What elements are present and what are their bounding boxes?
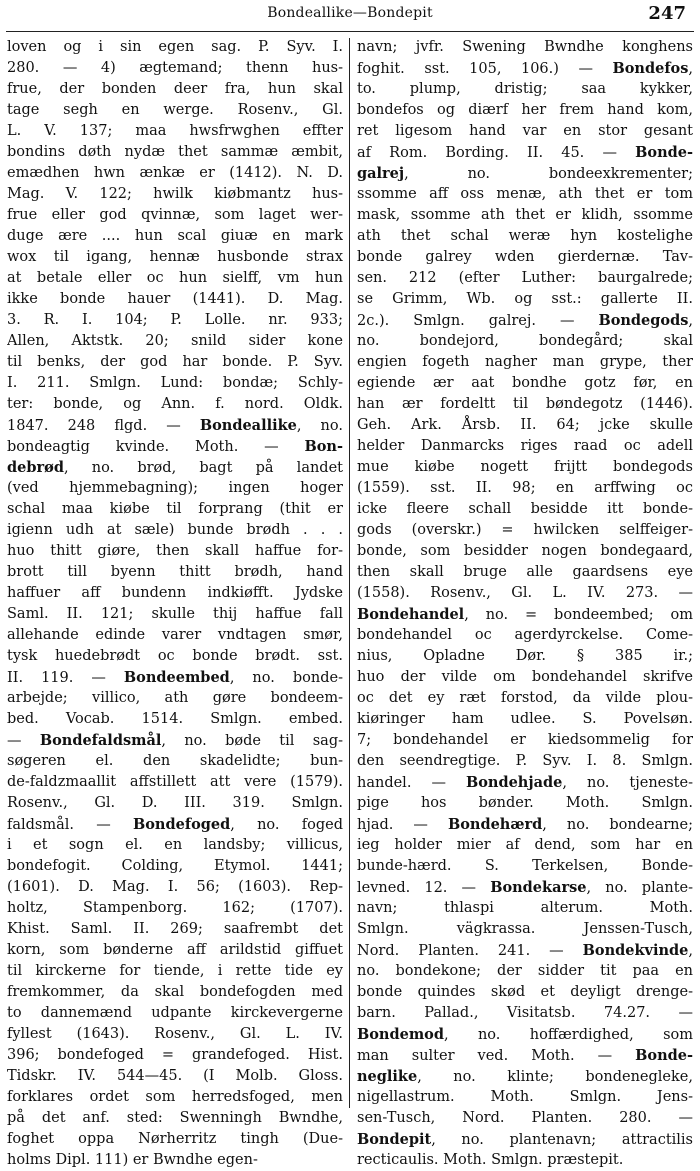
text-line: bondehandel oc agerdyrckelse. Come- <box>357 627 693 643</box>
text-line: brott till byenn thitt brødh, hand <box>7 564 343 580</box>
text-line: arbejde; villico, ath gøre bondeem- <box>7 690 343 706</box>
text-line: sen-Tusch, Nord. Planten. 280. — <box>357 1110 693 1126</box>
text-line: barn. Pallad., Visitatsb. 74.27. — <box>357 1005 693 1021</box>
text-line: bondins døth nydæ thet sammæ æmbit, <box>7 144 343 160</box>
text-line: duge ære .... hun scal giuæ en mark <box>7 228 343 244</box>
text-line: no. bondejord, bondegård; skal <box>357 333 693 349</box>
column-divider <box>349 38 350 1108</box>
text-line: nigellastrum. Moth. Smlgn. Jens- <box>357 1089 693 1105</box>
text-line: bunde-hærd. S. Terkelsen, Bonde- <box>357 858 693 874</box>
text-line: loven og i sin egen sag. P. Syv. I. <box>7 39 343 55</box>
text-line: af Rom. Bording. II. 45. — Bonde- <box>357 144 693 161</box>
text-line: ret ligesom hand var en stor gesant <box>357 123 693 139</box>
text-line: Mag. V. 122; hwilk kiøbmantz hus- <box>7 186 343 202</box>
text-line: 1847. 248 flgd. — Bondeallike, no. <box>7 417 343 434</box>
text-line: at betale eller oc hun sielff, vm hun <box>7 270 343 286</box>
text-line: helder Danmarcks riges raad oc adell <box>357 438 693 454</box>
text-line: Tidskr. IV. 544—45. (I Molb. Gloss. <box>7 1068 343 1084</box>
text-line: ieg holder mier af dend, som har en <box>357 837 693 853</box>
text-line: pige hos bønder. Moth. Smlgn. <box>357 795 693 811</box>
text-line: II. 119. — Bondeembed, no. bonde- <box>7 669 343 686</box>
text-line: Khist. Saml. II. 269; saafrembt det <box>7 921 343 937</box>
text-line: navn; thlaspi alterum. Moth. <box>357 900 693 916</box>
text-line: icke fleere schall besidde itt bonde- <box>357 501 693 517</box>
text-line: recticaulis. Moth. Smlgn. præstepit. <box>357 1152 624 1168</box>
running-title: Bondeallike—Bondepit <box>267 5 433 21</box>
text-line: (1558). Rosenv., Gl. L. IV. 273. — <box>357 585 693 601</box>
text-line: holms Dipl. 111) er Bwndhe egen- <box>7 1152 258 1168</box>
text-line: mue kiøbe nogett frijtt bondegods <box>357 459 693 475</box>
text-line: emædhen hwn ænkæ er (1412). N. D. <box>7 165 343 181</box>
text-line: levned. 12. — Bondekarse, no. plante- <box>357 879 693 896</box>
text-line: igienn udh at sæle) bunde brødh . . . <box>7 522 343 538</box>
header-rule <box>6 31 694 32</box>
text-line: Allen, Aktstk. 20; snild sider kone <box>7 333 343 349</box>
text-line: 2c.). Smlgn. galrej. — Bondegods, <box>357 312 693 329</box>
text-line: huo thitt giøre, then skall haffue for- <box>7 543 343 559</box>
text-line: korn, som bønderne aff arildstid giffuet <box>7 942 343 958</box>
text-line: allehande edinde varer vndtagen smør, <box>7 627 343 643</box>
text-line: til benks, der god har bonde. P. Syv. <box>7 354 343 370</box>
text-line: nius, Opladne Dør. § 385 ir.; <box>357 648 693 664</box>
text-line: mask, ssomme ath thet er klidh, ssomme <box>357 207 693 223</box>
text-line: to. plump, dristig; saa kykker, <box>357 81 693 97</box>
text-line: bed. Vocab. 1514. Smlgn. embed. <box>7 711 343 727</box>
text-line: Smlgn. vägkrassa. Jenssen-Tusch, <box>357 921 693 937</box>
text-line: egiende ær aat bondhe gotz før, en <box>357 375 693 391</box>
text-line: foghit. sst. 105, 106.) — Bondefos, <box>357 60 693 77</box>
text-line: tysk huedebrødt oc bonde brødt. sst. <box>7 648 343 664</box>
text-line: bondefos og diærf her frem hand kom, <box>357 102 693 118</box>
text-line: Geh. Ark. Årsb. II. 64; jcke skulle <box>357 417 693 433</box>
text-line: huo der vilde om bondehandel skrifve <box>357 669 693 685</box>
text-line: man sulter ved. Moth. — Bonde- <box>357 1047 693 1064</box>
text-line: then skall bruge alle gaardsens eye <box>357 564 693 580</box>
page-header <box>0 0 700 30</box>
text-line: bonde galrey wden gierdernæ. Tav- <box>357 249 693 265</box>
text-line: (1601). D. Mag. I. 56; (1603). Rep- <box>7 879 343 895</box>
text-line: (1559). sst. II. 98; en arffwing oc <box>357 480 693 496</box>
text-line: 3. R. I. 104; P. Lolle. nr. 933; <box>7 312 343 328</box>
text-line: (ved hjemmebagning); ingen hoger <box>7 480 343 496</box>
text-line: galrej, no. bondeexkrementer; <box>357 165 693 182</box>
text-line: ikke bonde hauer (1441). D. Mag. <box>7 291 343 307</box>
text-line: to dannemænd udpante kirckevergerne <box>7 1005 343 1021</box>
text-line: 7; bondehandel er kiedsommelig for <box>357 732 693 748</box>
text-line: no. bondekone; der sidder tit paa en <box>357 963 693 979</box>
text-line: — Bondefaldsmål, no. bøde til sag- <box>7 732 343 749</box>
page-number: 247 <box>648 3 686 24</box>
text-line: frue eller god qvinnæ, som laget wer- <box>7 207 343 223</box>
text-line: handel. — Bondehjade, no. tjeneste- <box>357 774 693 791</box>
text-line: kiøringer ham udlee. S. Povelsøn. <box>357 711 693 727</box>
text-line: Rosenv., Gl. D. III. 319. Smlgn. <box>7 795 343 811</box>
text-line: ssomme aff oss menæ, ath thet er tom <box>357 186 693 202</box>
text-line: i et sogn el. en landsby; villicus, <box>7 837 343 853</box>
text-line: tage segh en werge. Rosenv., Gl. <box>7 102 343 118</box>
text-line: bonde quindes skød et deyligt drenge- <box>357 984 693 1000</box>
text-line: foghet oppa Nørherritz tingh (Due- <box>7 1131 343 1147</box>
text-line: faldsmål. — Bondefoged, no. foged <box>7 816 343 833</box>
text-line: debrød, no. brød, bagt på landet <box>7 459 343 476</box>
text-line: forklares ordet som herredsfoged, men <box>7 1089 343 1105</box>
text-line: wox til igang, hennæ husbonde strax <box>7 249 343 265</box>
text-line: Saml. II. 121; skulle thij haffue fall <box>7 606 343 622</box>
text-line: fyllest (1643). Rosenv., Gl. L. IV. <box>7 1026 343 1042</box>
text-line: gods (overskr.) = hwilcken selffeiger- <box>357 522 693 538</box>
text-line: se Grimm, Wb. og sst.: gallerte II. <box>357 291 693 307</box>
text-line: L. V. 137; maa hwsfrwghen effter <box>7 123 343 139</box>
text-line: holtz, Stampenborg. 162; (1707). <box>7 900 343 916</box>
text-line: han ær fordeltt til bøndegotz (1446). <box>357 396 693 412</box>
text-line: de-faldzmaallit affstillett att vere (1579). <box>7 774 343 790</box>
text-line: bonde, som besidder nogen bondegaard, <box>357 543 693 559</box>
text-line: til kirckerne for tiende, i rette tide ey <box>7 963 343 979</box>
text-line: schal maa kiøbe til forprang (thit er <box>7 501 343 517</box>
text-line: den seendregtige. P. Syv. I. 8. Smlgn. <box>357 753 693 769</box>
text-line: Bondepit, no. plantenavn; attractilis <box>357 1131 693 1148</box>
text-line: engien fogeth nagher man grype, ther <box>357 354 693 370</box>
text-line: fremkommer, da skal bondefogden med <box>7 984 343 1000</box>
text-line: bondefogit. Colding, Etymol. 1441; <box>7 858 343 874</box>
text-line: 396; bondefoged = grandefoged. Hist. <box>7 1047 343 1063</box>
text-line: oc det ey ræt forstod, da vilde plou- <box>357 690 693 706</box>
text-line: I. 211. Smlgn. Lund: bondæ; Schly- <box>7 375 343 391</box>
text-line: bondeagtig kvinde. Moth. — Bon- <box>7 438 343 455</box>
text-line: navn; jvfr. Swening Bwndhe konghens <box>357 39 693 55</box>
text-line: hjad. — Bondehærd, no. bondearne; <box>357 816 693 833</box>
text-line: 280. — 4) ægtemand; thenn hus- <box>7 60 343 76</box>
text-line: frue, der bonden deer fra, hun skal <box>7 81 343 97</box>
text-line: haffuer aff bundenn indkiøfft. Jydske <box>7 585 343 601</box>
text-line: søgeren el. den skadelidte; bun- <box>7 753 343 769</box>
text-line: på det anf. sted: Swenningh Bwndhe, <box>7 1110 343 1126</box>
text-line: ter: bonde, og Ann. f. nord. Oldk. <box>7 396 343 412</box>
text-line: Bondehandel, no. = bondeembed; om <box>357 606 693 623</box>
right-column <box>357 37 693 1171</box>
text-line: ath thet schal weræ hyn kostelighe <box>357 228 693 244</box>
text-line: Nord. Planten. 241. — Bondekvinde, <box>357 942 693 959</box>
left-column <box>7 37 343 1171</box>
text-line: sen. 212 (efter Luther: baurgalrede; <box>357 270 693 286</box>
text-line: neglike, no. klinte; bondenegleke, <box>357 1068 693 1085</box>
text-line: Bondemod, no. hoffærdighed, som <box>357 1026 693 1043</box>
